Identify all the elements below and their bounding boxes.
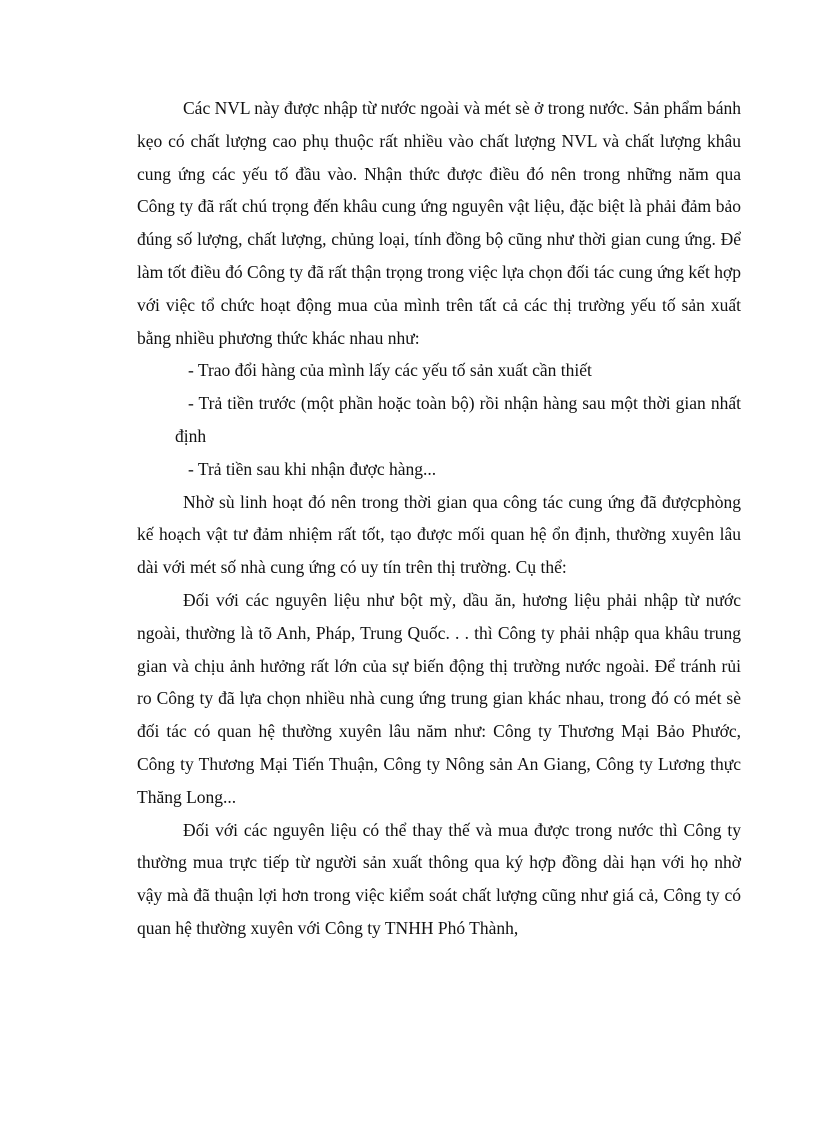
list-item-prepayment: - Trả tiền trước (một phần hoặc toàn bộ) rồi nhận hàng sau một thời gian nhất định [175,393,741,446]
paragraph-procurement-intro: Các NVL này được nhập từ nước ngoài và mét sè ở trong nước. Sản phẩm bánh kẹo có chất lượng cao phụ thuộc rất nhiều vào chất lượng NVL và chất lượng khâu cung ứng các yếu tố đầu vào. Nhận thức được điều đó nên trong những năm qua Công ty đã rất chú trọng đến khâu cung ứng nguyên vật liệu, đặc biệt là phải đảm bảo đúng số lượng, chất lượng, chủng loại, tính đồng bộ cũng như thời gian cung ứng. Để làm tốt điều đó Công ty đã rất thận trọng trong việc lựa chọn đối tác cung ứng kết hợp với việc tổ chức hoạt động mua của mình trên tất cả các thị trường yếu tố sản xuất bằng nhiều phương thức khác nhau như: [137,98,741,348]
document-body [137,92,741,945]
paragraph-imported-materials: Đối với các nguyên liệu như bột mỳ, dầu ăn, hương liệu phải nhập từ nước ngoài, thường là tõ Anh, Pháp, Trung Quốc. . . thì Công ty phải nhập qua khâu trung gian và chịu ảnh hưởng rất lớn của sự biến động thị trường nước ngoài. Để tránh rủi ro Công ty đã lựa chọn nhiều nhà cung ứng trung gian khác nhau, trong đó có mét sè đối tác có quan hệ thường xuyên lâu năm như: Công ty Thương Mại Bảo Phước, Công ty Thương Mại Tiến Thuận, Công ty Nông sản An Giang, Công ty Lương thực Thăng Long... [137,589,741,807]
paragraph-domestic-materials: Đối với các nguyên liệu có thể thay thế và mua được trong nước thì Công ty thường mua trực tiếp từ người sản xuất thông qua ký hợp đồng dài hạn với họ nhờ vậy mà đã thuận lợi hơn trong việc kiểm soát chất lượng cũng như giá cả, Công ty có quan hệ thường xuyên với Công ty TNHH Phó Thành, [137,819,741,938]
list-item-barter: - Trao đổi hàng của mình lấy các yếu tố sản xuất cần thiết [188,360,592,381]
list-item-postpayment: - Trả tiền sau khi nhận được hàng... [188,458,437,479]
paragraph-flexibility: Nhờ sù linh hoạt đó nên trong thời gian qua công tác cung ứng đã đượcphòng kế hoạch vật tư đảm nhiệm rất tốt, tạo được mối quan hệ ổn định, thường xuyên lâu dài với mét số nhà cung ứng có uy tín trên thị trường. Cụ thể: [137,491,741,578]
